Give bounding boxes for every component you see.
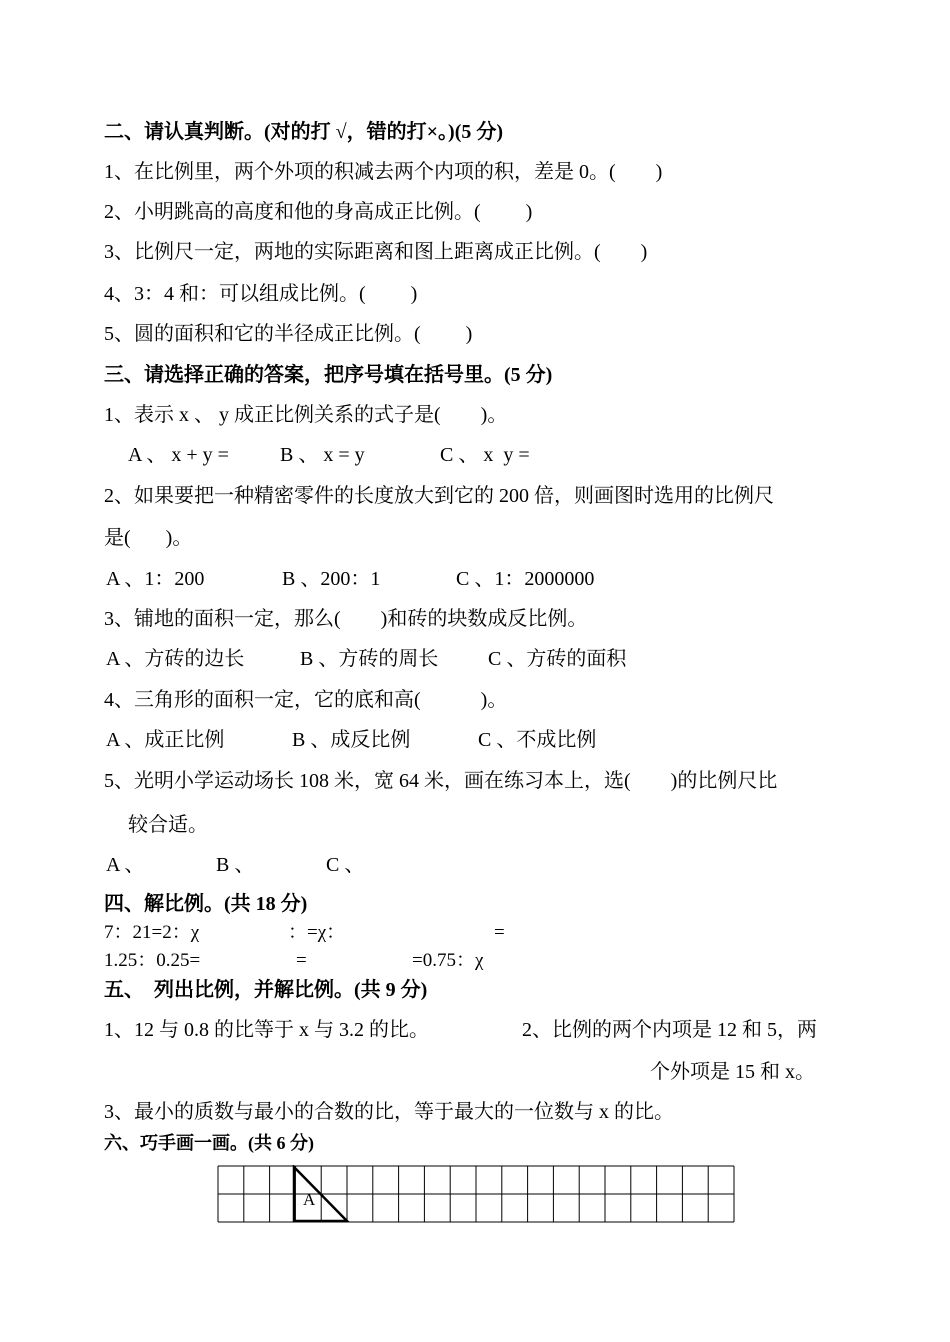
section3-heading: 三、请选择正确的答案，把序号填在括号里。(5 分) (104, 364, 553, 386)
q5-option-c: C 、 (326, 854, 365, 876)
drawing-grid (217, 1165, 735, 1223)
section2-item-1: 1、在比例里，两个外项的积减去两个内项的积，差是 0。( ) (104, 161, 663, 183)
q4-option-c: C 、不成比例 (478, 729, 597, 751)
q1-option-a: A 、 x + y = (128, 444, 229, 466)
section5-heading: 五、 列出比例，并解比例。(共 9 分) (104, 979, 428, 1001)
section3-q5-line1: 5、光明小学运动场长 108 米，宽 64 米，画在练习本上，选( )的比例尺比 (104, 770, 778, 792)
q5-option-b: B 、 (216, 854, 255, 876)
q1-option-b: B 、 x = y (280, 444, 365, 466)
section2-item-2: 2、小明跳高的高度和他的身高成正比例。( ) (104, 201, 533, 223)
q2-option-a: A 、1：200 (106, 568, 205, 590)
section3-q3: 3、铺地的面积一定，那么( )和砖的块数成反比例。 (104, 608, 588, 630)
grid-lines (218, 1166, 734, 1222)
equation-4: 1.25：0.25= (104, 950, 201, 971)
section3-q5-line2: 较合适。 (128, 814, 208, 836)
q4-option-b: B 、成反比例 (292, 729, 411, 751)
triangle-label: A (303, 1190, 316, 1209)
q3-option-a: A 、方砖的边长 (106, 648, 245, 670)
section3-q1: 1、表示 x 、 y 成正比例关系的式子是( )。 (104, 404, 508, 426)
equation-6: =0.75：χ (412, 950, 484, 971)
section2-item-4: 4、3：4 和：可以组成比例。( ) (104, 283, 418, 305)
q2-option-b: B 、200：1 (282, 568, 381, 590)
equation-1: 7：21=2：χ (104, 922, 200, 943)
section3-q2-line2: 是( )。 (104, 527, 193, 549)
section2-item-3: 3、比例尺一定，两地的实际距离和图上距离成正比例。( ) (104, 241, 648, 263)
section6-heading: 六、巧手画一画。(共 6 分) (104, 1133, 314, 1153)
section4-heading: 四、解比例。(共 18 分) (104, 893, 308, 915)
section5-q2-line1: 2、比例的两个内项是 12 和 5，两 (522, 1019, 817, 1041)
section3-q4: 4、三角形的面积一定，它的底和高( )。 (104, 689, 508, 711)
section5-q1: 1、12 与 0.8 的比等于 x 与 3.2 的比。 (104, 1019, 429, 1041)
section5-q2-line2: 个外项是 15 和 x。 (650, 1061, 815, 1083)
q3-option-c: C 、方砖的面积 (488, 648, 627, 670)
equation-2: ：=χ： (288, 922, 346, 943)
q4-option-a: A 、成正比例 (106, 729, 225, 751)
q1-option-c: C 、 x y = (440, 444, 530, 466)
q3-option-b: B 、方砖的周长 (300, 648, 439, 670)
equation-3: = (494, 922, 505, 943)
section2-item-5: 5、圆的面积和它的半径成正比例。( ) (104, 323, 473, 345)
q2-option-c: C 、1：2000000 (456, 568, 595, 590)
section2-heading: 二、请认真判断。(对的打 √，错的打×。)(5 分) (104, 121, 504, 143)
q5-option-a: A 、 (106, 854, 145, 876)
section5-q3: 3、最小的质数与最小的合数的比，等于最大的一位数与 x 的比。 (104, 1101, 674, 1123)
equation-5: = (296, 950, 307, 971)
section3-q2-line1: 2、如果要把一种精密零件的长度放大到它的 200 倍，则画图时选用的比例尺 (104, 485, 774, 507)
